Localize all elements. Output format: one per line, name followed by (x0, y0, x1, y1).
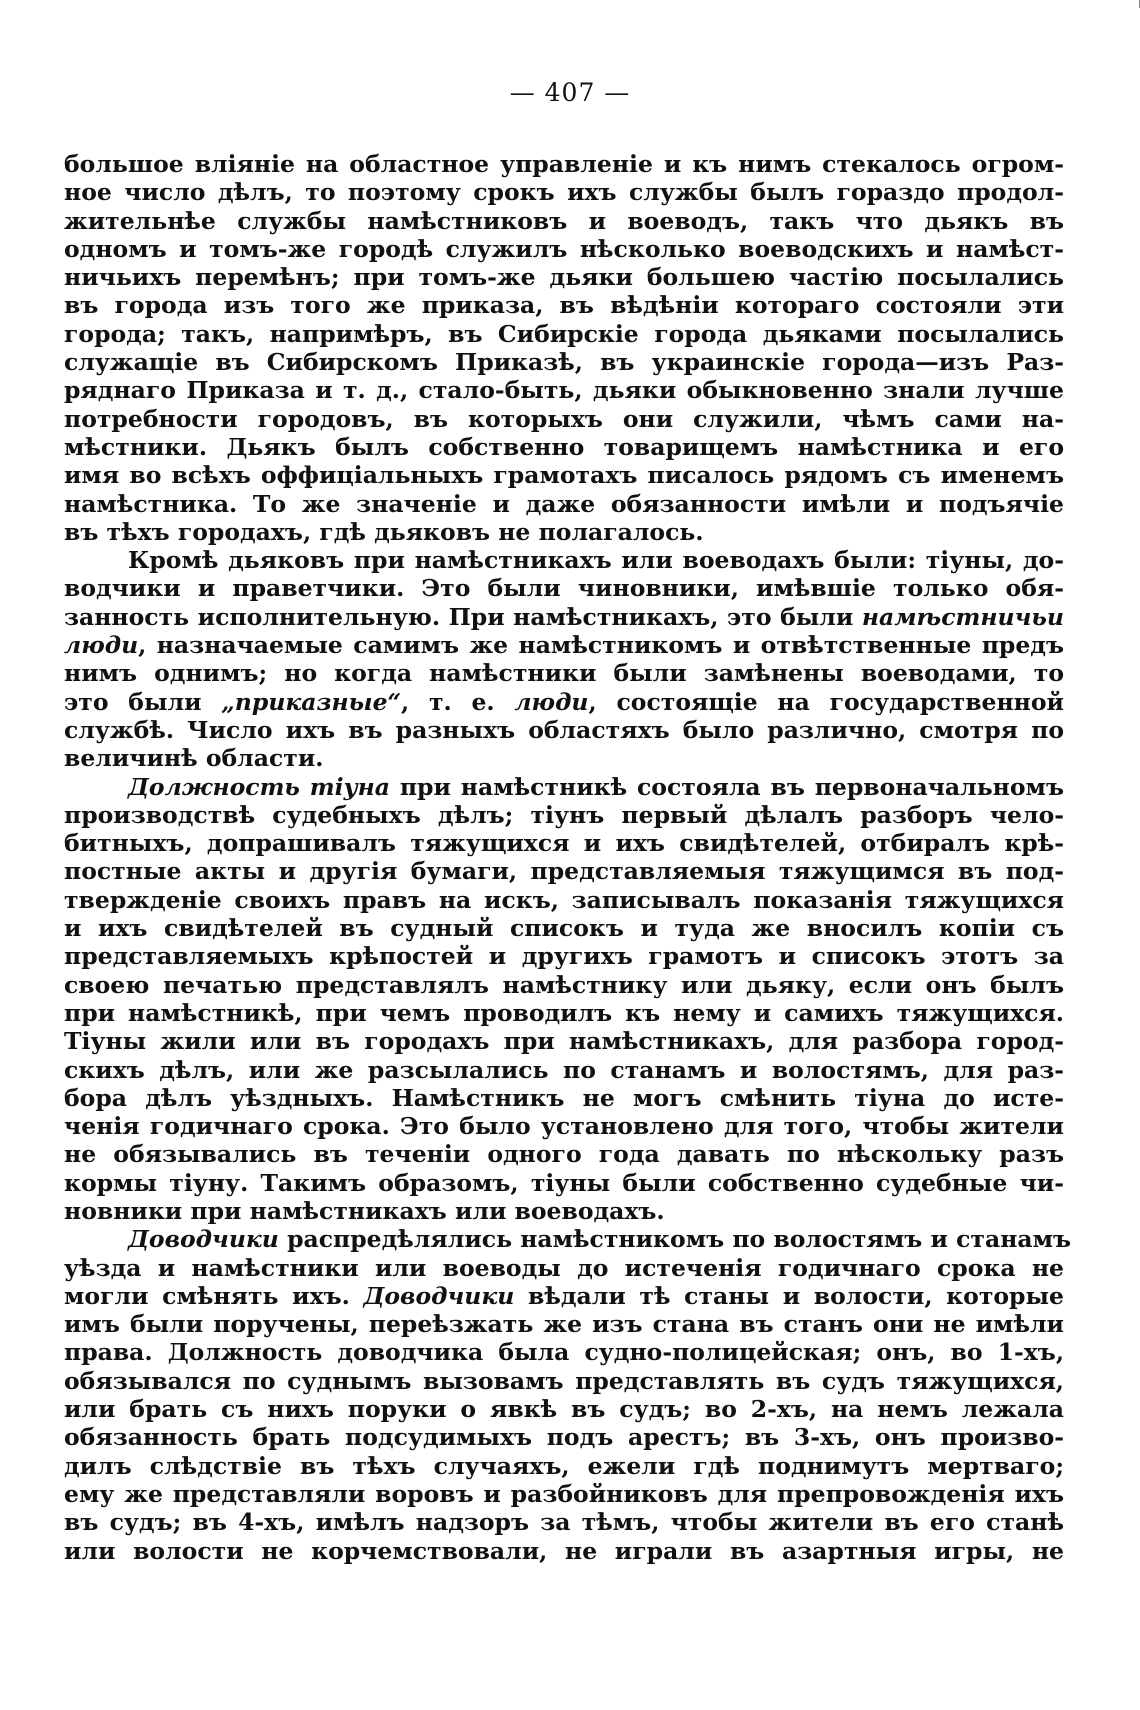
text-line: дилъ слѣдствіе въ тѣхъ случаяхъ, ежели гдѣ поднимутъ мертваго; (64, 1451, 1064, 1480)
text-line: обязанность брать подсудимыхъ подъ арестъ; въ 3-хъ, онъ произво- (64, 1423, 1064, 1452)
text-line: уѣзда и намѣстники или воеводы до истеченія годичнаго срока не (64, 1253, 1064, 1282)
paragraph-end-line: величинѣ области. (64, 744, 324, 773)
text-line: своею печатью представлялъ намѣстнику или дьяку, если онъ былъ (64, 970, 1064, 999)
text-line: потребности городовъ, въ которыхъ они служили, чѣмъ сами на- (64, 404, 1064, 433)
text-line: это были „приказные“, т. е. люди, состоящіе на государственной (64, 687, 1064, 716)
paragraph-start-line: Кромѣ дьяковъ при намѣстникахъ или воеводахъ были: тіуны, до- (128, 546, 1064, 575)
text-line: нимъ однимъ; но когда намѣстники были замѣнены воеводами, то (64, 659, 1064, 688)
text-line: могли смѣнять ихъ. Доводчики вѣдали тѣ станы и волости, которые (64, 1281, 1065, 1310)
text-line: мѣстники. Дьякъ былъ собственно товарищемъ намѣстника и его (64, 432, 1064, 461)
text-line: имя во всѣхъ оффиціальныхъ грамотахъ писалось рядомъ съ именемъ (64, 461, 1064, 490)
italic-term: Доводчики (128, 1225, 279, 1254)
italic-term: люди (64, 631, 139, 660)
text-line: ряднаго Приказа и т. д., стало-быть, дьяки обыкновенно знали лучше (64, 376, 1064, 405)
line-text: занность исполнительную. При намѣстникахъ, это были намѣстничьи (64, 602, 1064, 631)
paragraph-start-line: Доводчики распредѣлялись намѣстникомъ по волостямъ и станамъ (128, 1225, 1072, 1254)
italic-term: „приказные“ (221, 687, 402, 716)
text-line: служащіе въ Сибирскомъ Приказѣ, въ украинскіе города—изъ Раз- (64, 348, 1064, 377)
italic-term: Должность тіуна (128, 772, 390, 801)
italic-term: люди (514, 687, 589, 716)
text-line: производствѣ судебныхъ дѣлъ; тіунъ первый дѣлалъ разборъ чело- (64, 800, 1064, 829)
italic-term: Доводчики (363, 1281, 515, 1310)
text-line: обязывался по суднымъ вызовамъ представлять въ судъ тяжущихся, (64, 1366, 1064, 1395)
text-line: скихъ дѣлъ, или же разсылались по станамъ и волостямъ, для раз- (64, 1055, 1064, 1084)
text-line: ничьихъ перемѣнъ; при томъ-же дьяки большею частію посылались (64, 263, 1064, 292)
text-line: службѣ. Число ихъ въ разныхъ областяхъ было различно, смотря по (64, 715, 1064, 744)
text-line: въ судъ; въ 4-хъ, имѣлъ надзоръ за тѣмъ, чтобы жители въ его станѣ (64, 1508, 1064, 1537)
italic-term: намѣстничьи (861, 602, 1064, 631)
text-line: при намѣстникѣ, при чемъ проводилъ къ нему и самихъ тяжущихся. (64, 998, 1064, 1027)
text-line: права. Должность доводчика была судно-полицейская; онъ, во 1-хъ, (64, 1338, 1064, 1367)
text-line: въ города изъ того же приказа, въ вѣдѣніи котораго состояли эти (64, 291, 1064, 320)
text-line: битныхъ, допрашивалъ тяжущихся и ихъ свидѣтелей, отбиралъ крѣ- (64, 829, 1064, 858)
body-text (64, 150, 1072, 1565)
text-line: твержденіе своихъ правъ на искъ, записывалъ показанія тяжущихся (64, 885, 1064, 914)
text-line: жительнѣе службы намѣстниковъ и воеводъ, такъ что дьякъ въ (64, 206, 1064, 235)
paragraph-end-line: въ тѣхъ городахъ, гдѣ дьяковъ не полагалось. (64, 517, 704, 546)
text-line: и ихъ свидѣтелей въ судный списокъ и туда же вносилъ копіи съ (64, 914, 1064, 943)
text-line: бора дѣлъ уѣздныхъ. Намѣстникъ не могъ смѣнить тіуна до исте- (64, 1083, 1064, 1112)
text-line-with-italic (64, 603, 1064, 631)
text-line: люди, назначаемые самимъ же намѣстникомъ и отвѣтственные предъ (64, 631, 1064, 660)
text-line: города; такъ, напримѣръ, въ Сибирскіе города дьяками посылались (64, 319, 1064, 348)
text-line: не обязывались въ теченіи одного года давать по нѣскольку разъ (64, 1140, 1064, 1169)
text-line: имъ были поручены, переѣзжать же изъ стана въ станъ они не имѣли (64, 1310, 1064, 1339)
text-line: ему же представляли воровъ и разбойниковъ для препровожденія ихъ (64, 1479, 1064, 1508)
text-line: представляемыхъ крѣпостей и другихъ грамотъ и списокъ этотъ за (64, 942, 1064, 971)
text-line: ное число дѣлъ, то поэтому срокъ ихъ службы былъ гораздо продол- (64, 178, 1064, 207)
text-line: или волости не корчемствовали, не играли въ азартныя игры, не (64, 1536, 1064, 1565)
paragraph-start-line: Должность тіуна при намѣстникѣ состояла въ первоначальномъ (128, 772, 1064, 801)
text-line: намѣстника. То же значеніе и даже обязанности имѣли и подъячіе (64, 489, 1064, 518)
text-line: водчики и праветчики. Это были чиновники, имѣвшіе только обя- (64, 574, 1064, 603)
text-line: или брать съ нихъ поруки о явкѣ въ судъ; во 2-хъ, на немъ лежала (64, 1395, 1064, 1424)
text-line: ченія годичнаго срока. Это было установлено для того, чтобы жители (64, 1112, 1064, 1141)
text-line: кормы тіуну. Такимъ образомъ, тіуны были собственно судебные чи- (64, 1168, 1064, 1197)
text-line: большое вліяніе на областное управленіе и къ нимъ стекалось огром- (64, 150, 1064, 178)
page-number: — 407 — (509, 78, 631, 107)
text-line: Тіуны жили или въ городахъ при намѣстникахъ, для разбора город- (64, 1027, 1064, 1056)
paragraph-end-line: новники при намѣстникахъ или воеводахъ. (64, 1196, 665, 1225)
text-line: постные акты и другія бумаги, представляемыя тяжущимся въ под- (64, 857, 1064, 886)
text-line: одномъ и томъ-же городѣ служилъ нѣсколько воеводскихъ и намѣст- (64, 234, 1064, 263)
